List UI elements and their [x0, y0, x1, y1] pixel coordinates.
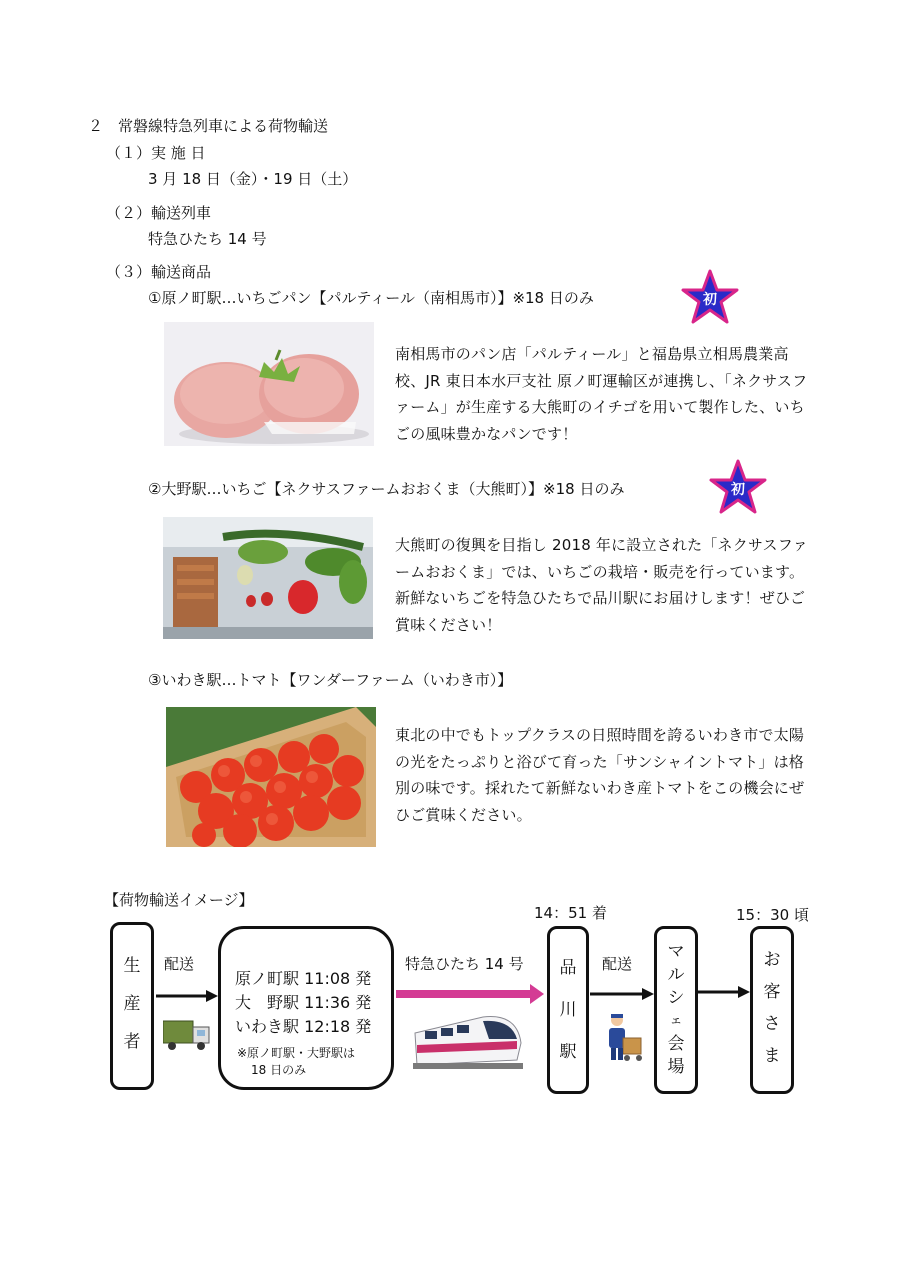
marche-char: 会 — [667, 1034, 685, 1054]
date-label: （１）実 施 日 — [106, 144, 206, 162]
new-badge-star-icon — [680, 268, 740, 328]
date-value: 3 月 18 日（金）・19 日（土） — [148, 170, 358, 188]
section-heading: ２ 常磐線特急列車による荷物輸送 — [88, 117, 329, 135]
marche-char: ル — [667, 965, 685, 985]
new-badge-text: 初 — [703, 292, 717, 308]
strawberry-bread-photo — [164, 322, 374, 446]
truck-icon — [163, 1017, 211, 1053]
route-box — [218, 926, 394, 1090]
route-note-1: ※原ノ町駅・大野駅は — [237, 1046, 356, 1060]
new-badge-text: 初 — [731, 482, 745, 498]
station-char: 駅 — [559, 1042, 577, 1062]
train-value: 特急ひたち 14 号 — [148, 230, 267, 248]
route-line-1: 原ノ町駅 11:08 発 — [235, 969, 372, 988]
train-icon — [413, 1005, 523, 1070]
producer-char: 産 — [123, 994, 141, 1014]
customer-char: さ — [763, 1014, 781, 1034]
customer-box — [750, 926, 794, 1094]
product-2-title: ②大野駅…いちご【ネクサスファームおおくま（大熊町）】※18 日のみ — [148, 480, 625, 498]
delivery-label-1: 配送 — [164, 955, 195, 973]
product-3-description: 東北の中でもトップクラスの日照時間を誇るいわき市で太陽の光をたっぷりと浴びて育った「サンシャイントマト」は格別の味です。採れたて新鮮ないわき産トマトをこの機会にぜひご賞味ください。 — [395, 726, 805, 824]
eta-time: 15：30 頃 — [736, 906, 809, 924]
arrow-right-icon — [590, 986, 656, 1002]
route-line-3: いわき駅 12:18 発 — [235, 1017, 372, 1036]
strawberry-farm-photo — [163, 517, 373, 639]
customer-char: 客 — [763, 982, 781, 1002]
product-2-description: 大熊町の復興を目指し 2018 年に設立された「ネクサスファームおおくま」では、いちごの栽培・販売を行っています。新鮮ないちごを特急ひたちで品川駅にお届けします！ぜひご賞味ください！ — [395, 536, 808, 634]
new-badge-star-icon — [708, 458, 768, 518]
customer-char: お — [763, 950, 781, 970]
tomato-box-photo — [166, 707, 376, 847]
train-name-label: 特急ひたち 14 号 — [405, 955, 524, 973]
marche-char: シ — [667, 988, 685, 1008]
arrival-time: 14：51 着 — [534, 904, 607, 922]
arrow-right-icon — [396, 984, 546, 1004]
product-1-description: 南相馬市のパン店「パルティール」と福島県立相馬農業高校、JR 東日本水戸支社 原ノ町運輸区が連携し、「ネクサスファーム」が生産する大熊町のイチゴを用いて製作した、いちごの風味豊かなパンです！ — [395, 345, 808, 443]
delivery-worker-icon — [603, 1012, 645, 1064]
diagram-title: 【荷物輸送イメージ】 — [104, 891, 254, 909]
producer-char: 生 — [123, 956, 141, 976]
arrow-right-icon — [156, 988, 220, 1004]
marche-char: 場 — [667, 1057, 685, 1077]
marche-char: ェ — [669, 1013, 683, 1028]
arrow-right-icon — [698, 984, 752, 1000]
marche-venue-box — [654, 926, 698, 1094]
products-label: （３）輸送商品 — [106, 263, 212, 281]
product-3-title: ③いわき駅…トマト【ワンダーファーム（いわき市）】 — [148, 671, 513, 689]
product-1-title: ①原ノ町駅…いちごパン【パルティール（南相馬市）】※18 日のみ — [148, 289, 594, 307]
station-char: 品 — [559, 958, 577, 978]
route-line-2: 大 野駅 11:36 発 — [235, 993, 372, 1012]
marche-char: マ — [667, 942, 685, 962]
station-char: 川 — [559, 1000, 577, 1020]
train-label: （２）輸送列車 — [106, 204, 212, 222]
route-note-2: 18 日のみ — [251, 1063, 307, 1077]
shinagawa-station-box — [547, 926, 589, 1094]
producer-char: 者 — [123, 1032, 141, 1052]
delivery-label-2: 配送 — [602, 955, 633, 973]
customer-char: ま — [763, 1046, 781, 1066]
producer-box — [110, 922, 154, 1090]
